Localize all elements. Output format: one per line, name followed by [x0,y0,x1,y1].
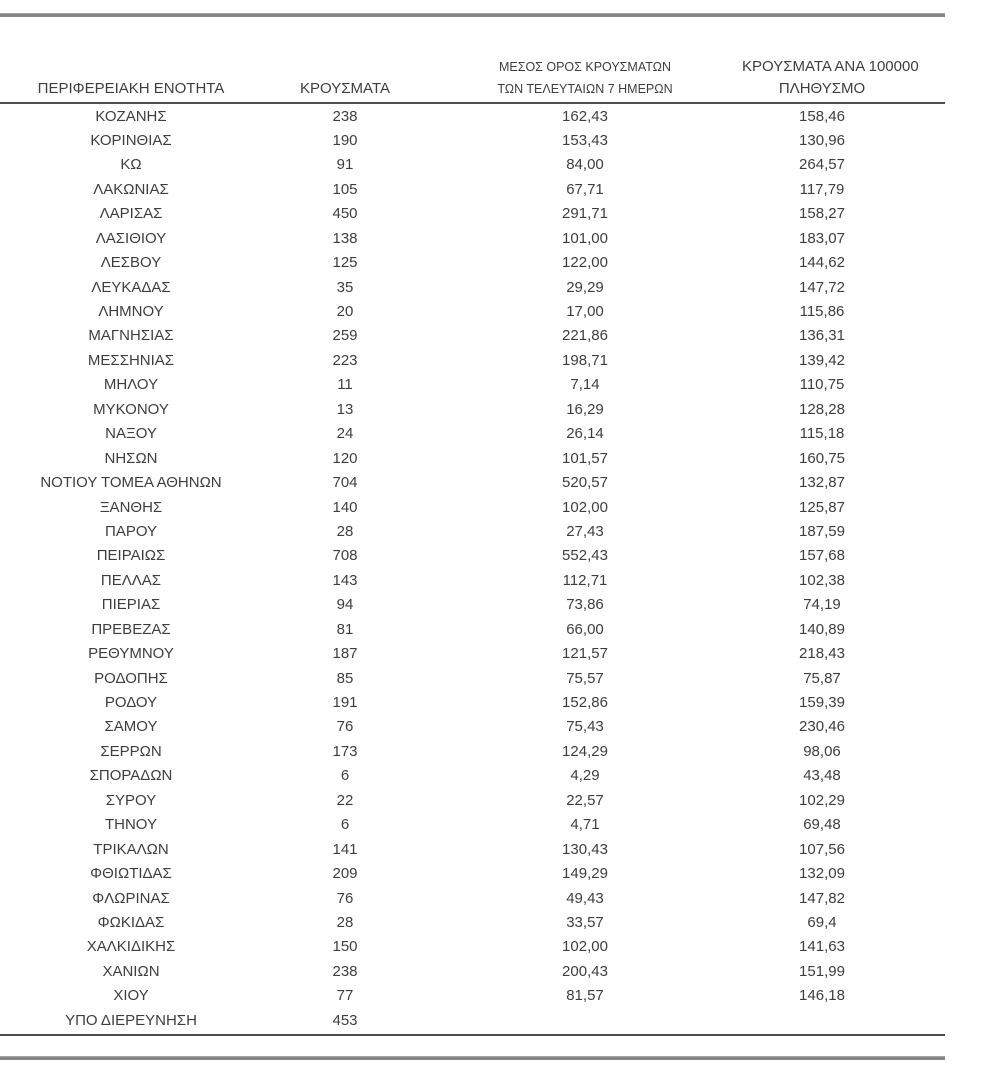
table-header-row [0,44,945,101]
per100k-cell: 102,38 [799,571,845,589]
header-avg7 [428,56,742,101]
region-cell: ΥΠΟ ΔΙΕΡΕΥΝΗΣΗ [65,1011,197,1029]
cases-cell: 173 [332,742,358,760]
bottom-rule [0,1056,945,1060]
per100k-cell: 98,06 [803,742,841,760]
region-cell: ΣΑΜΟΥ [104,718,158,736]
cases-cell: 704 [332,474,358,492]
per100k-cell: 264,57 [799,156,845,174]
table-row [0,984,945,1008]
table-row [0,569,945,593]
avg7-cell: 7,14 [570,376,600,394]
table-row [0,276,945,300]
avg7-cell: 152,86 [562,694,608,711]
header-cases-label: ΚΡΟΥΣΜΑΤΑ [300,80,390,97]
header-avg7-line2: ΤΩΝ ΤΕΛΕΥΤΑΙΩΝ 7 ΗΜΕΡΩΝ [497,82,673,96]
region-cell: ΧΑΛΚΙΔΙΚΗΣ [86,938,176,956]
per100k-cell: 187,59 [799,522,845,540]
cases-cell: 141 [332,840,358,858]
header-avg7-line1: ΜΕΣΟΣ ΟΡΟΣ ΚΡΟΥΣΜΑΤΩΝ [498,60,672,74]
region-cell: ΧΙΟΥ [113,987,149,1005]
cases-cell: 85 [336,669,354,687]
avg7-cell: 122,00 [562,254,608,272]
table-row [0,202,945,226]
table-row [0,227,945,251]
cases-cell: 453 [332,1011,358,1029]
per100k-cell: 132,09 [799,865,845,883]
per100k-cell [742,1009,902,1033]
table-row [0,447,945,471]
cases-cell: 22 [336,791,354,809]
cases-cell: 259 [332,327,358,345]
avg7-cell: 16,29 [566,400,604,418]
table-row [0,1009,945,1033]
table-row [0,544,945,568]
table-row [0,324,945,348]
table-row [0,618,945,642]
table-row [0,251,945,275]
avg7-cell: 162,43 [562,107,608,125]
header-cases [262,78,428,101]
cases-cell: 6 [340,767,350,785]
table-row [0,715,945,739]
avg7-cell: 221,86 [562,327,608,345]
per100k-cell: 110,75 [799,376,845,394]
avg7-cell: 121,57 [562,645,608,663]
avg7-cell: 102,00 [562,498,608,516]
cases-cell: 191 [332,694,358,711]
cases-cell: 140 [332,498,358,516]
header-region [0,78,262,101]
region-cell: ΞΑΝΘΗΣ [99,498,163,516]
table-row [0,422,945,446]
avg7-cell: 66,00 [566,620,604,638]
per100k-cell: 75,87 [803,669,841,687]
cases-cell: 450 [332,205,358,223]
avg7-cell: 73,86 [566,596,604,614]
table-row [0,740,945,764]
avg7-cell: 4,71 [570,816,600,834]
cases-cell: 24 [336,425,354,443]
table-row [0,520,945,544]
cases-cell: 13 [336,400,354,418]
table-row [0,667,945,691]
per100k-cell: 132,87 [799,474,845,492]
per100k-cell: 139,42 [799,351,845,369]
region-cell: ΦΘΙΩΤΙΔΑΣ [90,865,172,883]
region-cell: ΚΩ [120,156,142,174]
avg7-cell: 4,29 [570,767,600,785]
region-cell: ΠΙΕΡΙΑΣ [101,596,161,614]
per100k-cell: 147,72 [799,278,845,296]
table-row [0,691,945,715]
table-row [0,789,945,813]
avg7-cell: 67,71 [566,180,604,198]
per100k-cell: 141,63 [799,938,845,956]
cases-cell: 91 [336,156,354,174]
region-cell: ΠΕΛΛΑΣ [100,571,162,589]
cases-cell: 708 [332,547,358,565]
table-row [0,960,945,984]
table-row [0,105,945,129]
cases-cell: 6 [340,816,350,834]
per100k-cell: 117,79 [799,180,845,198]
cases-cell: 238 [332,962,358,980]
region-cell: ΡΟΔΟΥ [104,694,158,711]
region-cell: ΝΟΤΙΟΥ ΤΟΜΕΑ ΑΘΗΝΩΝ [40,474,222,492]
per100k-cell: 158,46 [799,107,845,125]
cases-cell: 238 [332,107,358,125]
avg7-cell: 198,71 [562,351,608,369]
per100k-cell: 69,4 [807,913,837,931]
header-per100k-line2: ΠΛΗΘΥΣΜΟ [778,80,866,97]
cases-cell: 125 [332,254,358,272]
header-per100k [742,56,919,101]
region-cell: ΛΗΜΝΟΥ [98,303,164,320]
region-cell: ΛΑΚΩΝΙΑΣ [93,180,169,198]
cases-cell: 150 [332,938,358,956]
table-row [0,178,945,202]
region-cell: ΛΑΡΙΣΑΣ [99,205,163,223]
avg7-cell [428,1009,742,1033]
avg7-cell: 29,29 [566,278,604,296]
cases-cell: 11 [337,376,353,394]
per100k-cell: 115,86 [799,303,845,320]
region-cell: ΚΟΖΑΝΗΣ [95,107,167,125]
per100k-cell: 115,18 [799,425,845,443]
region-cell: ΦΛΩΡΙΝΑΣ [92,889,170,907]
avg7-cell: 22,57 [566,791,604,809]
table-end-rule [0,1034,945,1037]
table-row [0,373,945,397]
avg7-cell: 291,71 [562,205,608,223]
avg7-cell: 130,43 [562,840,608,858]
per100k-cell: 128,28 [799,400,845,418]
table-row [0,642,945,666]
cases-cell: 187 [332,645,358,663]
per100k-cell: 183,07 [799,229,845,247]
avg7-cell: 153,43 [562,131,608,149]
cases-cell: 77 [336,987,354,1005]
top-rule [0,13,945,17]
cases-cell: 76 [336,718,354,736]
region-cell: ΧΑΝΙΩΝ [102,962,160,980]
per100k-cell: 151,99 [799,962,845,980]
region-cell: ΠΑΡΟΥ [104,522,158,540]
region-cell: ΤΗΝΟΥ [104,816,158,834]
per100k-cell: 43,48 [803,767,841,785]
region-cell: ΤΡΙΚΑΛΩΝ [93,840,169,858]
header-per100k-line1: ΚΡΟΥΣΜΑΤΑ ΑΝΑ 100000 [742,58,919,75]
table-row [0,935,945,959]
table-row [0,764,945,788]
cases-cell: 81 [336,620,354,638]
avg7-cell: 552,43 [562,547,608,565]
avg7-cell: 101,57 [562,449,608,467]
per100k-cell: 140,89 [799,620,845,638]
header-region-label: ΠΕΡΙΦΕΡΕΙΑΚΗ ΕΝΟΤΗΤΑ [37,80,225,97]
region-cell: ΠΡΕΒΕΖΑΣ [91,620,171,638]
per100k-cell: 158,27 [799,205,845,223]
region-cell: ΛΕΥΚΑΔΑΣ [91,278,171,296]
per100k-cell: 69,48 [803,816,841,834]
per100k-cell: 125,87 [799,498,845,516]
region-cell: ΛΕΣΒΟΥ [100,254,162,272]
per100k-cell: 74,19 [803,596,841,614]
avg7-cell: 520,57 [562,474,608,492]
cases-cell: 120 [332,449,358,467]
per100k-cell: 230,46 [799,718,845,736]
cases-cell: 223 [332,351,358,369]
per100k-cell: 157,68 [799,547,845,565]
avg7-cell: 102,00 [562,938,608,956]
region-cell: ΣΥΡΟΥ [105,791,157,809]
table-row [0,911,945,935]
avg7-cell: 149,29 [562,865,608,883]
per100k-cell: 130,96 [799,131,845,149]
region-cell: ΡΕΘΥΜΝΟΥ [88,645,174,663]
table-row [0,813,945,837]
per100k-cell: 107,56 [799,840,845,858]
avg7-cell: 17,00 [566,303,604,320]
cases-cell: 28 [336,913,354,931]
per100k-cell: 147,82 [799,889,845,907]
avg7-cell: 124,29 [562,742,608,760]
avg7-cell: 27,43 [566,522,604,540]
avg7-cell: 26,14 [566,425,604,443]
avg7-cell: 81,57 [566,987,604,1005]
avg7-cell: 49,43 [566,889,604,907]
table-row [0,300,945,324]
region-cell: ΜΕΣΣΗΝΙΑΣ [87,351,175,369]
cases-cell: 94 [336,596,354,614]
region-cell: ΜΑΓΝΗΣΙΑΣ [88,327,174,345]
avg7-cell: 75,57 [566,669,604,687]
table-row [0,129,945,153]
avg7-cell: 101,00 [562,229,608,247]
cases-cell: 28 [336,522,354,540]
per100k-cell: 160,75 [799,449,845,467]
avg7-cell: 33,57 [566,913,604,931]
cases-cell: 35 [336,278,354,296]
region-cell: ΜΗΛΟΥ [103,376,159,394]
cases-cell: 20 [336,303,354,320]
per100k-cell: 102,29 [799,791,845,809]
table-row [0,862,945,886]
table-body [0,105,945,1034]
cases-cell: 138 [332,229,358,247]
cases-cell: 190 [332,131,358,149]
region-cell: ΚΟΡΙΝΘΙΑΣ [90,131,172,149]
per100k-cell: 136,31 [799,327,845,345]
table-row [0,593,945,617]
region-cell: ΝΗΣΩΝ [104,449,158,467]
table-row [0,153,945,177]
region-cell: ΦΩΚΙΔΑΣ [97,913,165,931]
region-cell: ΡΟΔΟΠΗΣ [94,669,168,687]
region-cell: ΠΕΙΡΑΙΩΣ [96,547,166,565]
avg7-cell: 84,00 [566,156,604,174]
avg7-cell: 200,43 [562,962,608,980]
per100k-cell: 146,18 [799,987,845,1005]
table-row [0,349,945,373]
table-row [0,838,945,862]
region-cell: ΜΥΚΟΝΟΥ [93,400,169,418]
cases-cell: 76 [336,889,354,907]
per100k-cell: 218,43 [799,645,845,663]
per100k-cell: 159,39 [799,694,845,711]
region-cell: ΛΑΣΙΘΙΟΥ [95,229,167,247]
avg7-cell: 75,43 [566,718,604,736]
region-cell: ΣΕΡΡΩΝ [100,742,162,760]
table-row [0,496,945,520]
avg7-cell: 112,71 [562,571,608,589]
table-row [0,887,945,911]
cases-cell: 105 [332,180,358,198]
table-row [0,471,945,495]
per100k-cell: 144,62 [799,254,845,272]
cases-cell: 209 [332,865,358,883]
region-cell: ΣΠΟΡΑΔΩΝ [89,767,173,785]
table-row [0,398,945,422]
cases-cell: 143 [332,571,358,589]
region-cell: ΝΑΞΟΥ [105,425,157,443]
